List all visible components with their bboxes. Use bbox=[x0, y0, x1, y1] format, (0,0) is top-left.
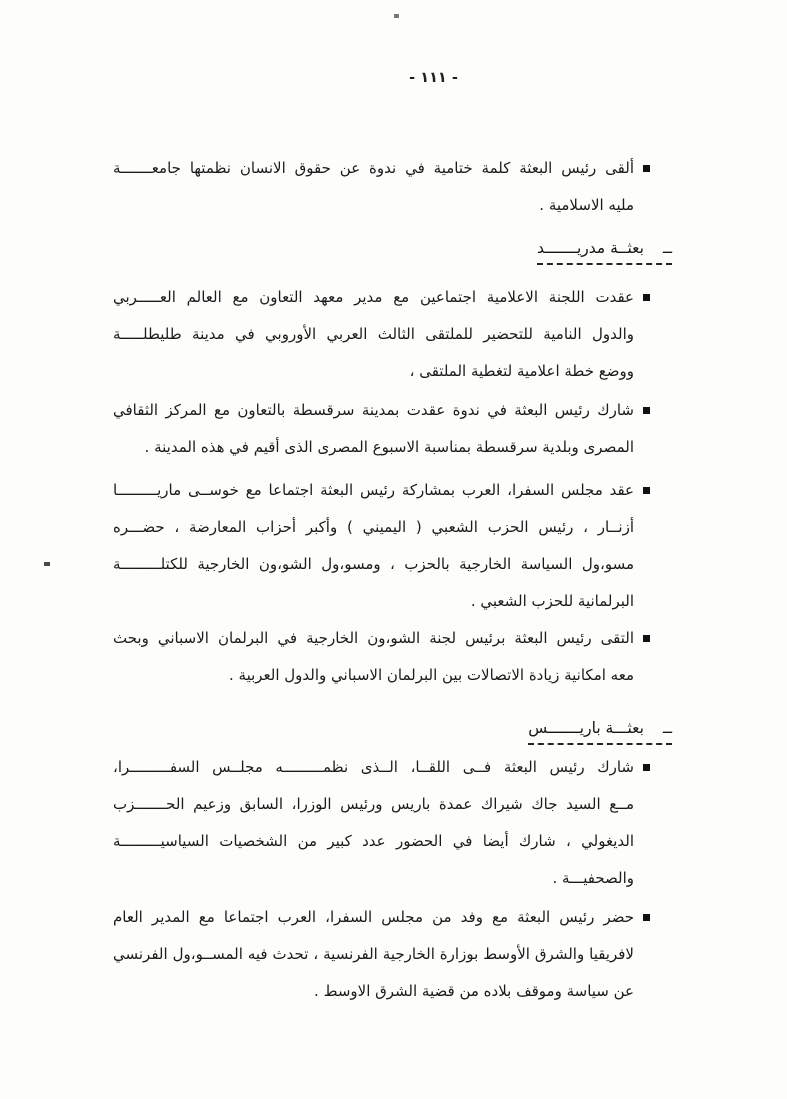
paragraph-line: مــع السيد جاك شيراك عمدة باريس ورئيس الوزرا، السابق وزعيم الحـــــــزب bbox=[113, 795, 634, 813]
paragraph-line: مليه الاسلامية . bbox=[539, 196, 634, 214]
paragraph-line: الديغولي ، شارك أيضا في الحضور عدد كبير من الشخصيات السياسيـــــــــة bbox=[113, 832, 634, 850]
bullet-paragraph bbox=[113, 749, 634, 897]
square-bullet-icon bbox=[643, 407, 650, 414]
paragraph-line: مسو،ول السياسة الخارجية بالحزب ، ومسو،ول الشو،ون الخارجية للكتلـــــــــة bbox=[113, 555, 634, 573]
paragraph-line: التقى رئيس البعثة برئيس لجنة الشو،ون الخارجية في البرلمان الاسباني وبحث bbox=[113, 629, 634, 647]
heading-title: بعثـــة باريـــــــس bbox=[528, 719, 644, 737]
paragraph-line: ألقى رئيس البعثة كلمة ختامية في ندوة عن حقوق الانسان نظمتها جامعـــــــة bbox=[113, 159, 634, 177]
paragraph-line: ووضع خطة اعلامية لتغطية الملتقى ، bbox=[409, 362, 634, 380]
bullet-paragraph bbox=[113, 150, 634, 224]
paragraph-line: البرلمانية للحزب الشعبي . bbox=[470, 592, 634, 610]
document-body bbox=[113, 150, 672, 1010]
square-bullet-icon bbox=[643, 487, 650, 494]
heading-title: بعثــة مدريـــــــد bbox=[537, 239, 644, 257]
section-heading-madrid bbox=[113, 238, 672, 265]
paragraph-line: شارك رئيس البعثة فــى اللقــا، الــذى نظمـــــــــه مجلــس السفـــــــــرا، bbox=[113, 758, 634, 776]
bullet-paragraph bbox=[113, 620, 634, 694]
paragraph-line: والدول النامية للتحضير للملتقى الثالث العربي الأوروبي في مدينة طليطلـــــة bbox=[113, 325, 634, 343]
scan-speck bbox=[394, 14, 399, 18]
paragraph-line: شارك رئيس البعثة في ندوة عقدت بمدينة سرقسطة بالتعاون مع المركز الثقافي bbox=[113, 401, 634, 419]
square-bullet-icon bbox=[643, 914, 650, 921]
square-bullet-icon bbox=[643, 294, 650, 301]
paragraph-line: عقدت اللجنة الاعلامية اجتماعين مع مدير معهد التعاون مع العالم العـــــربي bbox=[113, 288, 634, 306]
paragraph-line: أزنــار ، رئيس الحزب الشعبي ( اليميني ) وأكبر أحزاب المعارضة ، حضـــره bbox=[113, 518, 634, 536]
heading-underline bbox=[528, 718, 672, 745]
bullet-paragraph bbox=[113, 472, 634, 620]
paragraph-line: والصحفيـــة . bbox=[552, 869, 634, 887]
page-number: - ١١١ - bbox=[409, 70, 458, 86]
bullet-paragraph bbox=[113, 899, 634, 1010]
paragraph-line: المصرى وبلدية سرقسطة بمناسبة الاسبوع المصرى الذى أقيم في هذه المدينة . bbox=[144, 438, 634, 456]
square-bullet-icon bbox=[643, 165, 650, 172]
paragraph-line: لافريقيا والشرق الأوسط بوزارة الخارجية الفرنسية ، تحدث فيه المســو،ول الفرنسي bbox=[113, 945, 634, 963]
paragraph-line: عن سياسة وموقف بلاده من قضية الشرق الاوسط . bbox=[314, 982, 634, 1000]
heading-underline bbox=[537, 238, 672, 265]
heading-dash-marker: ــ bbox=[662, 239, 672, 257]
square-bullet-icon bbox=[643, 764, 650, 771]
bullet-paragraph bbox=[113, 392, 634, 466]
bullet-paragraph bbox=[113, 279, 634, 390]
paragraph-line: معه امكانية زيادة الاتصالات بين البرلمان الاسباني والدول العربية . bbox=[228, 666, 634, 684]
paragraph-line: حضر رئيس البعثة مع وفد من مجلس السفرا، العرب اجتماعا مع المدير العام bbox=[113, 908, 634, 926]
section-heading-paris bbox=[113, 718, 672, 745]
heading-dash-marker: ــ bbox=[662, 719, 672, 737]
paragraph-line: عقد مجلس السفرا، العرب بمشاركة رئيس البعثة اجتماعا مع خوســى ماريـــــــــا bbox=[113, 481, 634, 499]
square-bullet-icon bbox=[643, 635, 650, 642]
scan-speck bbox=[44, 562, 50, 566]
